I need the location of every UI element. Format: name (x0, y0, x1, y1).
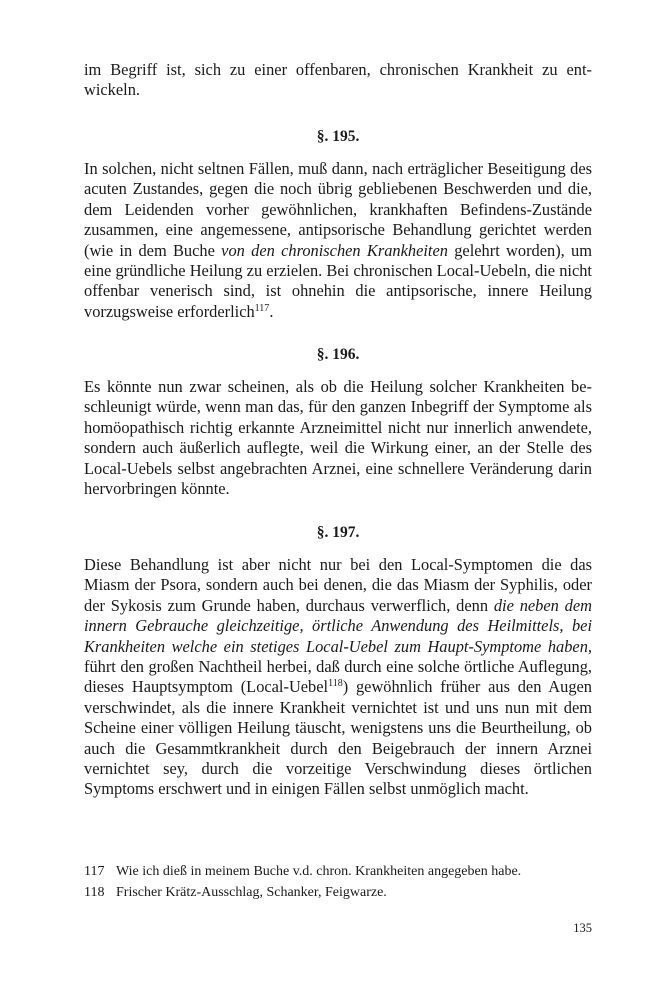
section-197-emphasis: die neben dem innern Gebrauche gleichzeitige, örtliche Anwendung des Heilmittels, bei Krankheiten welche ein stetiges Local-Uebel zum Haupt-Symptome haben, (84, 595, 592, 656)
footnote-text: Wie ich dieß in meinem Buche v.d. chron. Krankheiten angegeben habe. (116, 864, 522, 879)
section-heading-195: §. 195. (316, 128, 360, 145)
section-197-text-part3: ) gewöhnlich früher aus den Augen verschwindet, als die innere Krankheit vernichtet ist und uns nun mit dem Scheine einer völligen Heilung täuscht, wenigstens uns die Beurtheilung, ob auch die Gesammtkrankheit durch den Beigebrauch der innern Arznei vernichtet sey, durch die vorzeitige Verschwindung dieses örtlichen Symptoms erschwert und in einigen Fällen selbst unmöglich macht. (84, 677, 592, 799)
section-195-book-title: von den chronischen Krankheiten (221, 240, 448, 260)
footnote-text: Frischer Krätz-Ausschlag, Schanker, Feigwarze. (116, 885, 387, 900)
continuation-paragraph: im Begriff ist, sich zu einer offenbaren, chronischen Krankheit zu entwickeln. (84, 60, 592, 100)
footnote-ref-117[interactable]: 117 (254, 302, 270, 314)
footnotes (84, 861, 592, 903)
footnote-number: 118 (84, 885, 105, 900)
section-195-text-part3: . (269, 301, 274, 321)
book-page (84, 0, 592, 990)
page-number: 135 (573, 921, 592, 935)
section-197-paragraph (84, 555, 592, 800)
footnote-number: 117 (84, 864, 105, 879)
section-197-text-part2: führt den großen Nachtheil herbei, daß durch eine solche örtliche Auflegung, dieses Hauptsymptom (Local-Uebel (84, 657, 592, 697)
section-195-text-part1: In solchen, nicht seltnen Fällen, muß dann, nach erträglicher Beseitigung des acuten Zustandes, gegen die noch übrig gebliebenen Beschwerden und die, dem Leidenden vorher gewöhnlichen, krankhaften Befindens-Zustände zusammen, eine angemessene, antipsorische Behandlung gerichtet werden (wie in dem Buche (84, 159, 592, 260)
footnote-117 (84, 861, 592, 882)
section-195-text-part2: gelehrt worden), um eine gründliche Heilung zu erzielen. Bei chronischen Local-Uebeln, die nicht offenbar venerisch sind, ist ohnehin die antipsorische, innere Heilung vorzugsweise erforderlich (84, 240, 592, 321)
section-heading-197: §. 197. (316, 524, 360, 541)
footnote-ref-118[interactable]: 118 (328, 678, 343, 690)
section-197-text-part1: Diese Behandlung ist aber nicht nur bei den Local-Symptomen die das Miasm der Psora, sondern auch bei denen, die das Miasm der Syphilis, oder der Sykosis zum Grunde haben, durchaus verwerflich, denn (84, 555, 592, 615)
section-heading-196: §. 196. (316, 346, 360, 363)
section-196-paragraph: Es könnte nun zwar scheinen, als ob die Heilung solcher Krankheiten beschleunigt würde, wenn man das, für den ganzen Inbegriff der Symptome als homöopathisch richtig erkannte Arzneimittel nicht nur innerlich anwendete, sondern auch äußerlich auflegte, weil die Wirkung einer, an der Stelle des Local-Uebels selbst angebrachten Arznei, eine schnellere Veränderung darin hervorbringen könnte. (84, 377, 592, 499)
footnote-118 (84, 882, 592, 903)
section-195-paragraph (84, 159, 592, 322)
